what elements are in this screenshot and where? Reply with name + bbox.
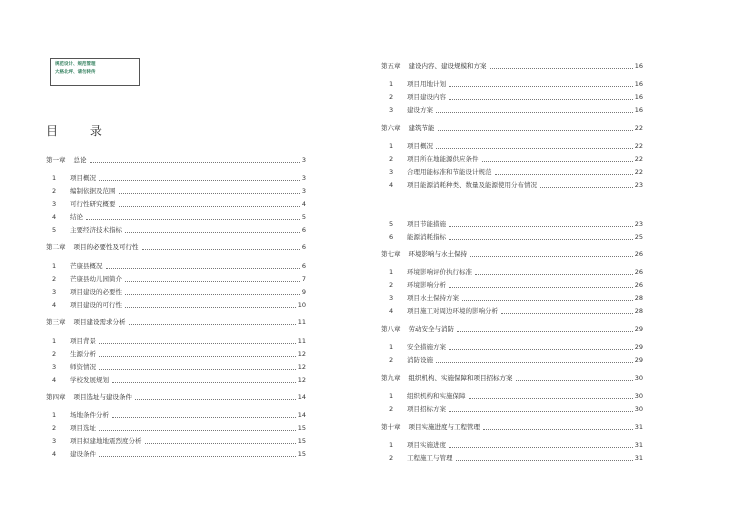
dot-leader [495,174,633,175]
chapter-number: 第七章 [381,250,401,258]
entry-label: 项目招标方案 [407,405,446,413]
approval-stamp [50,58,140,86]
toc-chapter-entry[interactable] [381,374,643,383]
entry-label: 劳动安全与消防 [408,325,454,333]
dot-leader [125,232,300,233]
page-number: 7 [301,275,306,283]
section-number: 2 [389,405,394,413]
entry-label: 师资情况 [70,363,96,371]
dot-leader [457,331,633,332]
toc-section-entry[interactable] [389,93,643,102]
toc-section-entry[interactable] [389,142,643,151]
page-number: 26 [634,281,643,289]
dot-leader [125,294,300,295]
right-page [375,0,750,531]
entry-label: 工程施工与管理 [407,454,453,462]
chapter-number: 第十章 [381,423,401,431]
toc-chapter-entry[interactable] [381,124,643,133]
page-number: 3 [301,174,306,182]
toc-section-entry[interactable] [389,405,643,414]
toc-section-entry[interactable] [52,213,306,222]
page-number: 22 [634,124,643,132]
entry-label: 建设方案 [407,106,433,114]
dot-leader [490,68,633,69]
section-number: 4 [52,213,57,221]
page-number: 5 [301,213,306,221]
entry-label: 项目所在地能源供应条件 [407,155,479,163]
entry-label: 项目概况 [407,142,433,150]
section-number: 2 [52,275,57,283]
toc-section-entry[interactable] [389,80,643,89]
dot-leader [470,256,633,257]
page-number: 14 [297,411,306,419]
entry-label: 总论 [73,156,87,164]
page-number: 30 [634,374,643,382]
page-number: 25 [634,233,643,241]
toc-section-entry[interactable] [389,181,643,190]
page-number: 22 [634,155,643,163]
page-number: 6 [301,243,306,251]
section-number: 3 [389,294,394,302]
section-number: 3 [52,200,57,208]
toc-section-entry[interactable] [389,233,643,242]
entry-label: 编制依据及范围 [70,187,116,195]
toc-chapter-entry[interactable] [46,243,306,252]
page-number: 22 [634,168,643,176]
page-number: 30 [634,392,643,400]
section-number: 5 [52,226,57,234]
toc-section-entry[interactable] [52,174,306,183]
toc-section-entry[interactable] [52,301,306,310]
section-number: 5 [389,220,394,228]
entry-label: 项目建设需求分析 [73,318,126,326]
section-number: 1 [389,392,394,400]
toc-section-entry[interactable] [52,187,306,196]
page-number: 23 [634,181,643,189]
page-number: 26 [634,250,643,258]
toc-section-entry[interactable] [52,288,306,297]
section-number: 2 [389,155,394,163]
page-number: 12 [297,363,306,371]
entry-label: 芒康县概况 [70,262,103,270]
dot-leader [129,324,296,325]
section-number: 1 [389,268,394,276]
toc-section-entry[interactable] [52,450,306,459]
toc-section-entry[interactable] [52,337,306,346]
section-number: 4 [52,301,57,309]
dot-leader [436,362,633,363]
page-number: 12 [297,350,306,358]
dot-leader [99,343,296,344]
chapter-number: 第九章 [381,374,401,382]
chapter-number: 第一章 [46,156,66,164]
section-number: 1 [52,337,57,345]
page-number: 30 [634,405,643,413]
page-number: 6 [301,226,306,234]
dot-leader [438,130,633,131]
dot-leader [475,274,633,275]
section-number: 2 [389,93,394,101]
entry-label: 项目实施进度与工程管理 [408,423,480,431]
page-number: 29 [634,343,643,351]
page-number: 31 [634,454,643,462]
toc-chapter-entry[interactable] [381,250,643,259]
entry-label: 组织机构、实施保障和项目招标方案 [408,374,513,382]
toc-chapter-entry[interactable] [381,62,643,71]
section-number: 2 [52,350,57,358]
dot-leader [449,287,633,288]
toc-title: 目 录 [46,124,116,138]
dot-leader [483,429,633,430]
dot-leader [540,187,633,188]
chapter-number: 第五章 [381,62,401,70]
entry-label: 项目节能措施 [407,220,446,228]
toc-section-entry[interactable] [389,343,643,352]
toc-chapter-entry[interactable] [46,156,306,165]
entry-label: 项目拟建地地震烈度分析 [70,437,142,445]
entry-label: 建设条件 [70,450,96,458]
page-number: 15 [297,437,306,445]
page-number: 16 [634,93,643,101]
page-number: 4 [301,200,306,208]
entry-label: 场地条件分析 [70,411,109,419]
dot-leader [449,99,633,100]
entry-label: 主要经济技术指标 [70,226,122,234]
dot-leader [462,300,633,301]
toc-section-entry[interactable] [389,392,643,401]
section-number: 1 [389,441,394,449]
page-number: 23 [634,220,643,228]
page-number: 31 [634,423,643,431]
entry-label: 建筑节能 [408,124,435,132]
entry-label: 项目能源消耗种类、数量及能源使用分布情况 [407,181,537,189]
entry-label: 生源分析 [70,350,96,358]
page-number: 16 [634,62,643,70]
section-number: 1 [389,343,394,351]
dot-leader [436,148,633,149]
toc-section-entry[interactable] [389,168,643,177]
page-number: 28 [634,307,643,315]
page-number: 16 [634,80,643,88]
dot-leader [501,313,633,314]
chapter-number: 第二章 [46,243,66,251]
entry-label: 学校发展规划 [70,376,109,384]
chapter-number: 第六章 [381,124,401,132]
entry-label: 能源消耗指标 [407,233,446,241]
section-number: 2 [389,356,394,364]
stamp-line-2: 大格北坪、请勿转传 [55,70,96,75]
toc-chapter-entry[interactable] [46,318,306,327]
entry-label: 项目选址与建设条件 [73,393,132,401]
entry-label: 项目概况 [70,174,96,182]
entry-label: 项目实施进度 [407,441,446,449]
page-number: 6 [301,262,306,270]
toc-section-entry[interactable] [389,220,643,229]
page-number: 31 [634,441,643,449]
dot-leader [516,380,633,381]
dot-leader [142,249,300,250]
entry-label: 环境影响与水土保持 [408,250,467,258]
entry-label: 项目建设内容 [407,93,446,101]
entry-label: 合理用能标准和节能设计规范 [407,168,492,176]
toc-section-entry[interactable] [389,307,643,316]
dot-leader [112,417,296,418]
page-number: 22 [634,142,643,150]
page-number: 15 [297,450,306,458]
toc-section-entry[interactable] [389,454,643,463]
section-number: 2 [52,424,57,432]
entry-label: 组织机构和实施保障 [407,392,466,400]
toc-section-entry[interactable] [52,424,306,433]
page-number: 3 [301,187,306,195]
entry-label: 项目用地计划 [407,80,446,88]
section-number: 4 [389,307,394,315]
dot-leader [135,399,296,400]
toc-section-entry[interactable] [52,200,306,209]
dot-leader [449,349,633,350]
dot-leader [99,456,296,457]
toc-section-entry[interactable] [52,411,306,420]
section-number: 3 [389,168,394,176]
entry-label: 项目选址 [70,424,96,432]
section-number: 4 [52,450,57,458]
dot-leader [125,307,296,308]
toc-section-entry[interactable] [52,226,306,235]
page-number: 14 [297,393,306,401]
entry-label: 芒康县幼儿园简介 [70,275,122,283]
dot-leader [145,443,296,444]
toc-section-entry[interactable] [389,294,643,303]
page-number: 11 [297,337,306,345]
toc-section-entry[interactable] [389,441,643,450]
toc-section-entry[interactable] [389,356,643,365]
toc-section-entry[interactable] [389,268,643,277]
page-number: 16 [634,106,643,114]
entry-label: 安全措施方案 [407,343,446,351]
section-number: 3 [52,437,57,445]
dot-leader [456,460,633,461]
section-number: 1 [389,80,394,88]
chapter-number: 第三章 [46,318,66,326]
page-number: 11 [297,318,306,326]
toc-section-entry[interactable] [52,262,306,271]
dot-leader [119,206,300,207]
entry-label: 项目建设的可行性 [70,301,122,309]
section-number: 3 [52,288,57,296]
dot-leader [449,86,633,87]
toc-section-entry[interactable] [52,437,306,446]
dot-leader [99,430,296,431]
section-number: 2 [389,454,394,462]
toc-section-entry[interactable] [389,155,643,164]
section-number: 3 [52,363,57,371]
section-number: 3 [389,106,394,114]
page-number: 28 [634,294,643,302]
dot-leader [119,193,300,194]
dot-leader [112,382,296,383]
page-number: 9 [301,288,306,296]
dot-leader [449,226,633,227]
page-number: 10 [297,301,306,309]
page-number: 12 [297,376,306,384]
entry-label: 项目水土保持方案 [407,294,459,302]
section-number: 2 [389,281,394,289]
entry-label: 项目施工对周边环境的影响分析 [407,307,498,315]
toc-section-entry[interactable] [52,275,306,284]
chapter-number: 第四章 [46,393,66,401]
entry-label: 环境影响评价执行标准 [407,268,472,276]
toc-chapter-entry[interactable] [381,325,643,334]
dot-leader [449,447,633,448]
dot-leader [99,180,300,181]
page-number: 3 [301,156,306,164]
entry-label: 环境影响分析 [407,281,446,289]
section-number: 4 [52,376,57,384]
dot-leader [449,411,633,412]
dot-leader [99,356,296,357]
dot-leader [125,281,300,282]
dot-leader [449,239,633,240]
stamp-line-1: 规范设计、规范管理 [55,62,96,67]
entry-label: 项目背景 [70,337,96,345]
toc-section-entry[interactable] [52,376,306,385]
section-number: 6 [389,233,394,241]
toc-section-entry[interactable] [389,281,643,290]
toc-section-entry[interactable] [52,350,306,359]
entry-label: 可行性研究概要 [70,200,116,208]
section-number: 1 [52,262,57,270]
entry-label: 项目建设的必要性 [70,288,122,296]
dot-leader [86,219,300,220]
section-number: 1 [52,174,57,182]
toc-section-entry[interactable] [52,363,306,372]
toc-chapter-entry[interactable] [46,393,306,402]
entry-label: 消防设施 [407,356,433,364]
dot-leader [99,369,296,370]
page-number: 26 [634,268,643,276]
page-number: 29 [634,356,643,364]
dot-leader [106,268,300,269]
dot-leader [436,112,633,113]
toc-chapter-entry[interactable] [381,423,643,432]
entry-label: 建设内容、建设规模和方案 [408,62,487,70]
toc-section-entry[interactable] [389,106,643,115]
section-number: 2 [52,187,57,195]
entry-label: 项目的必要性及可行性 [73,243,139,251]
page-number: 15 [297,424,306,432]
section-number: 1 [389,142,394,150]
dot-leader [482,161,633,162]
section-number: 4 [389,181,394,189]
section-number: 1 [52,411,57,419]
dot-leader [90,162,300,163]
dot-leader [469,398,633,399]
entry-label: 结论 [70,213,83,221]
page-number: 29 [634,325,643,333]
chapter-number: 第八章 [381,325,401,333]
